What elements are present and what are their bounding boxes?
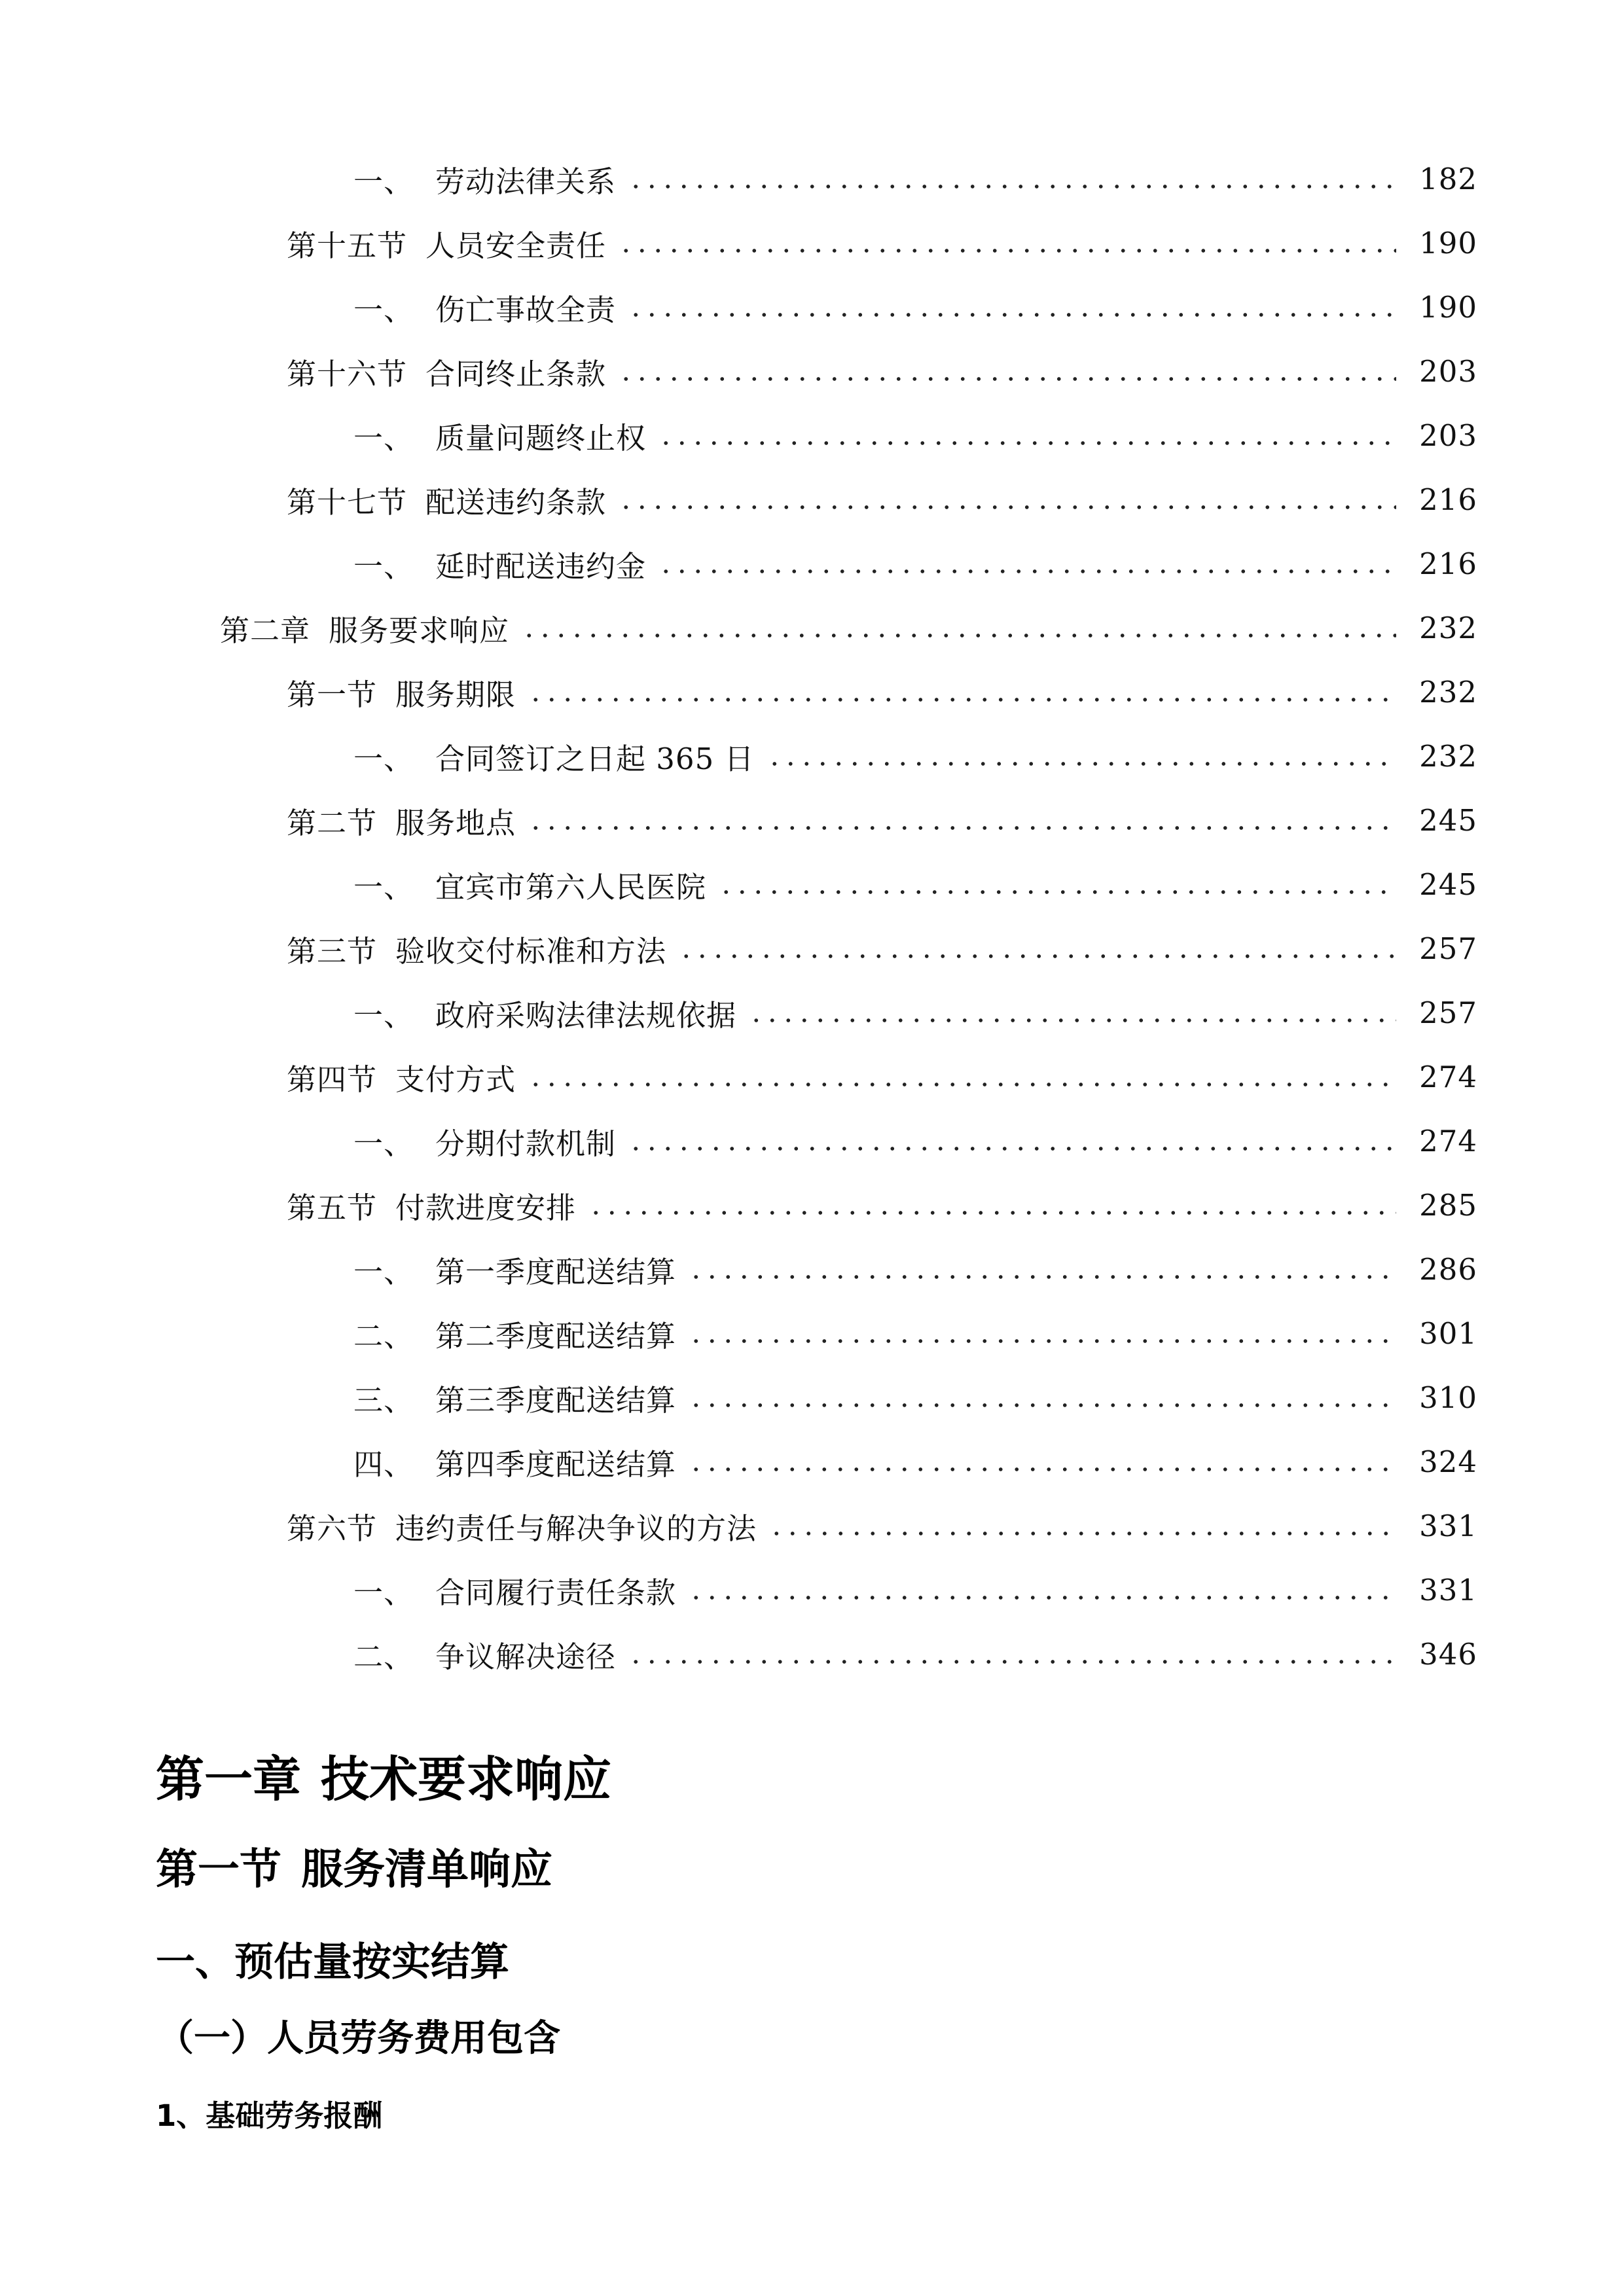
toc-entry-title: 质量问题终止权 [435,420,647,456]
toc-entry[interactable] [0,275,1624,339]
toc-entry-title: 人员安全责任 [425,228,607,263]
toc-entry[interactable] [0,1429,1624,1494]
toc-entry-title: 争议解决途径 [435,1639,617,1674]
toc-entry-number: 第二章 [220,613,311,648]
toc-entry-title: 第三季度配送结算 [435,1382,677,1418]
section-title: 服务清单响应 [301,1846,552,1894]
toc-entry[interactable] [0,339,1624,403]
toc-dot-leader [618,247,1396,254]
toc-page-number: 274 [1419,1123,1477,1158]
toc-dot-leader [628,1145,1396,1152]
toc-entry[interactable] [0,980,1624,1045]
toc-entry-number: 一、 [353,1575,414,1610]
toc-dot-leader [628,312,1396,318]
toc-entry[interactable] [0,1301,1624,1365]
toc-entry-title: 劳动法律关系 [435,164,617,199]
toc-entry[interactable] [0,596,1624,660]
toc-entry[interactable] [0,1558,1624,1622]
toc-entry-title: 验收交付标准和方法 [395,933,667,969]
item-heading: 1、基础劳务报酬 [156,2098,383,2133]
toc-entry[interactable] [0,916,1624,980]
chapter-number: 第一章 [156,1751,301,1808]
table-of-contents [0,147,1624,1686]
toc-entry-title: 违约责任与解决争议的方法 [395,1511,757,1546]
toc-entry-title: 宜宾市第六人民医院 [435,869,707,905]
toc-page-number: 286 [1419,1251,1477,1287]
toc-entry-title: 政府采购法律法规依据 [435,997,737,1033]
toc-entry-title: 合同签订之日起 365 日 [435,741,755,776]
toc-entry-title: 伤亡事故全责 [435,292,617,327]
toc-dot-leader [688,1338,1396,1344]
toc-entry-title: 延时配送违约金 [435,548,647,584]
toc-dot-leader [618,376,1396,382]
toc-page-number: 203 [1419,353,1477,389]
toc-dot-leader [528,825,1396,831]
toc-page-number: 216 [1419,482,1477,517]
toc-entry-number: 一、 [353,420,414,456]
toc-entry[interactable] [0,403,1624,467]
toc-entry[interactable] [0,1365,1624,1429]
toc-page-number: 257 [1419,995,1477,1030]
toc-dot-leader [768,1530,1396,1537]
toc-dot-leader [767,761,1396,767]
toc-dot-leader [688,1594,1396,1601]
toc-entry[interactable] [0,211,1624,275]
toc-entry-number: 三、 [353,1382,414,1418]
toc-entry-title: 支付方式 [395,1062,516,1097]
toc-entry-number: 一、 [353,869,414,905]
section-number: 第一节 [156,1846,281,1894]
toc-entry-title: 配送违约条款 [425,484,607,520]
toc-dot-leader [658,440,1396,446]
toc-entry[interactable] [0,852,1624,916]
toc-dot-leader [521,632,1396,639]
toc-dot-leader [718,889,1396,895]
toc-entry-title: 服务期限 [395,677,516,712]
toc-dot-leader [688,1274,1396,1280]
toc-entry-number: 第十七节 [287,484,408,520]
toc-dot-leader [678,953,1396,960]
toc-entry-title: 合同终止条款 [425,356,607,391]
toc-dot-leader [628,183,1396,190]
toc-page-number: 257 [1419,931,1477,966]
toc-page-number: 274 [1419,1059,1477,1094]
toc-entry-number: 一、 [353,1254,414,1289]
toc-entry[interactable] [0,1494,1624,1558]
toc-entry-number: 第十六节 [287,356,408,391]
toc-entry-number: 四、 [353,1446,414,1482]
toc-page-number: 216 [1419,546,1477,581]
toc-page-number: 331 [1419,1508,1477,1543]
chapter-heading [156,1741,611,1810]
toc-entry-title: 第二季度配送结算 [435,1318,677,1354]
toc-entry-title: 分期付款机制 [435,1126,617,1161]
toc-entry-number: 一、 [353,292,414,327]
toc-entry-number: 第十五节 [287,228,408,263]
toc-entry[interactable] [0,1237,1624,1301]
toc-entry[interactable] [0,1173,1624,1237]
toc-entry[interactable] [0,788,1624,852]
toc-page-number: 346 [1419,1636,1477,1672]
toc-entry-number: 二、 [353,1318,414,1354]
toc-dot-leader [748,1017,1396,1024]
toc-dot-leader [658,568,1396,575]
toc-dot-leader [688,1466,1396,1473]
toc-page-number: 310 [1419,1380,1477,1415]
toc-entry-number: 第五节 [287,1190,378,1225]
toc-entry[interactable] [0,1622,1624,1686]
chapter-title: 技术要求响应 [321,1751,611,1808]
toc-entry-number: 二、 [353,1639,414,1674]
subsection-heading: 一、预估量按实结算 [156,1939,509,1985]
toc-entry[interactable] [0,1109,1624,1173]
toc-entry[interactable] [0,467,1624,531]
toc-entry-title: 第四季度配送结算 [435,1446,677,1482]
toc-entry[interactable] [0,147,1624,211]
toc-page-number: 301 [1419,1316,1477,1351]
toc-dot-leader [528,696,1396,703]
toc-entry-number: 第三节 [287,933,378,969]
sub-subsection-heading: （一）人员劳务费用包含 [157,2017,560,2060]
toc-entry[interactable] [0,1045,1624,1109]
toc-entry-title: 服务地点 [395,805,516,840]
toc-entry-title: 服务要求响应 [329,613,510,648]
toc-page-number: 232 [1419,738,1477,774]
toc-page-number: 245 [1419,867,1477,902]
toc-dot-leader [588,1210,1396,1216]
toc-entry-number: 第一节 [287,677,378,712]
toc-page-number: 190 [1419,289,1477,325]
toc-entry-number: 一、 [353,164,414,199]
toc-entry[interactable] [0,724,1624,788]
toc-entry[interactable] [0,660,1624,724]
toc-dot-leader [528,1081,1396,1088]
toc-dot-leader [628,1659,1396,1665]
toc-page-number: 232 [1419,610,1477,645]
toc-entry-number: 一、 [353,741,414,776]
toc-page-number: 203 [1419,418,1477,453]
toc-page-number: 331 [1419,1572,1477,1607]
section-heading [156,1836,552,1896]
toc-entry[interactable] [0,531,1624,596]
toc-dot-leader [618,504,1396,511]
toc-entry-number: 第二节 [287,805,378,840]
toc-dot-leader [688,1402,1396,1408]
toc-entry-number: 一、 [353,548,414,584]
toc-entry-title: 第一季度配送结算 [435,1254,677,1289]
toc-page-number: 190 [1419,225,1477,260]
toc-entry-number: 第六节 [287,1511,378,1546]
toc-page-number: 245 [1419,802,1477,838]
toc-entry-title: 付款进度安排 [395,1190,577,1225]
toc-entry-number: 一、 [353,1126,414,1161]
toc-entry-title: 合同履行责任条款 [435,1575,677,1610]
toc-page-number: 182 [1419,161,1477,196]
toc-page-number: 285 [1419,1187,1477,1223]
toc-entry-number: 一、 [353,997,414,1033]
toc-page-number: 232 [1419,674,1477,709]
toc-entry-number: 第四节 [287,1062,378,1097]
toc-page-number: 324 [1419,1444,1477,1479]
